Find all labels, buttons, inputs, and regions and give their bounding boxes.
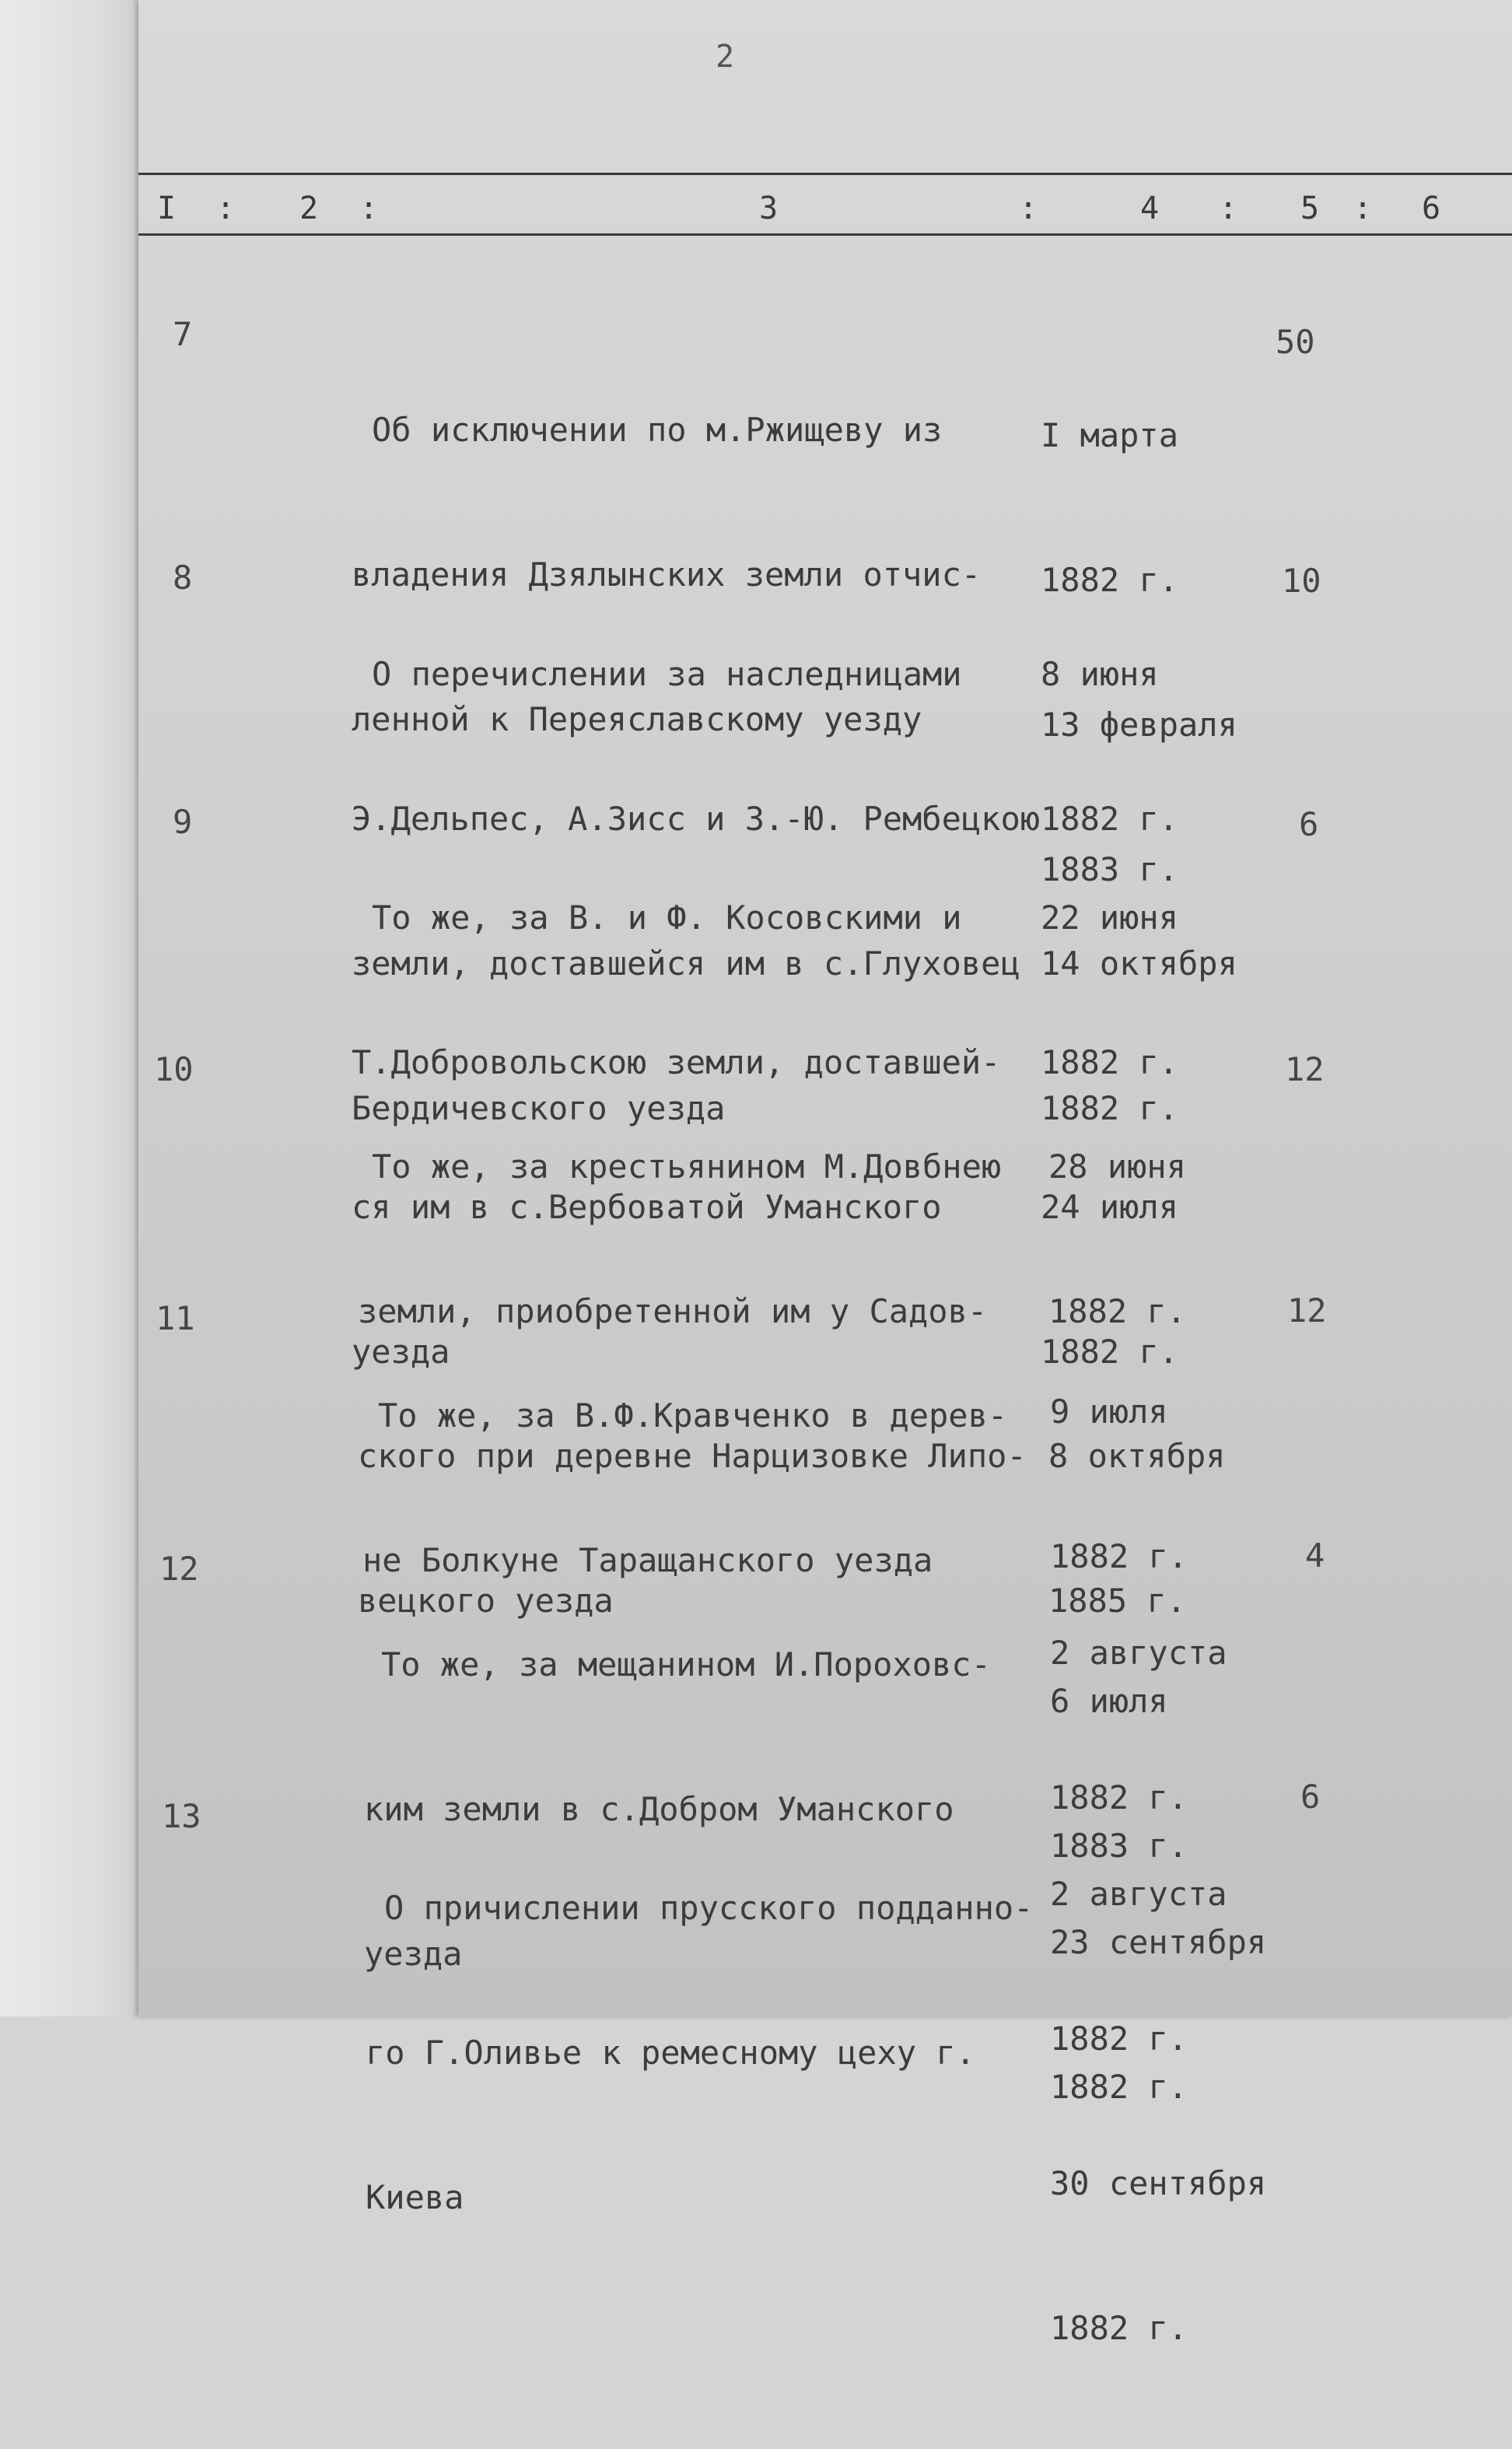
row-description xyxy=(366,1788,1084,2318)
description-line: О перечислении за наследницами xyxy=(372,655,962,693)
header-separator: : xyxy=(216,191,236,226)
description-line: уезда xyxy=(364,1935,463,1973)
description-line: О причислении прусского подданно- xyxy=(384,1889,1034,1927)
date-line: 1882 г. xyxy=(1050,1537,1188,1575)
header-separator: : xyxy=(1219,191,1238,226)
description-line: ского при деревне Нарцизовке Липо- xyxy=(358,1437,1027,1475)
date-line: 1882 г. xyxy=(1041,1089,1179,1127)
row-pages: 6 xyxy=(1299,805,1319,843)
date-line: 23 сентября xyxy=(1050,1923,1267,1961)
row-pages: 10 xyxy=(1282,562,1321,600)
date-line: 1882 г. xyxy=(1048,1292,1187,1330)
date-line: 30 сентября xyxy=(1050,2164,1267,2202)
header-col-1: I xyxy=(157,191,177,226)
date-line: 28 июня xyxy=(1048,1147,1187,1186)
header-separator: : xyxy=(1353,191,1373,226)
row-number: 9 xyxy=(173,803,193,841)
row-pages: 50 xyxy=(1276,323,1315,361)
header-bottom-rule xyxy=(138,233,1512,236)
date-line: 1882 г. xyxy=(1041,561,1179,599)
description-line: земли, приобретенной им у Садов- xyxy=(358,1292,988,1330)
description-line: го Г.Оливье к ремесному цеху г. xyxy=(366,2034,975,2072)
date-line: 1882 г. xyxy=(1041,1043,1179,1081)
date-line: 1882 г. xyxy=(1050,2309,1188,2347)
date-line: 1882 г. xyxy=(1041,1333,1179,1371)
description-line: вецкого уезда xyxy=(358,1582,614,1620)
date-line: 8 октября xyxy=(1048,1437,1226,1475)
description-line: Т.Добровольскою земли, доставшей- xyxy=(352,1043,1001,1081)
page-number: 2 xyxy=(716,39,735,75)
date-line: 1883 г. xyxy=(1050,1827,1188,1865)
header-col-3: 3 xyxy=(759,191,779,226)
row-number: 11 xyxy=(156,1299,195,1337)
description-line: Об исключении по м.Ржищеву из xyxy=(372,411,943,449)
row-dates xyxy=(1050,1774,1307,2449)
date-line: 24 июля xyxy=(1041,1188,1179,1226)
date-line: 2 августа xyxy=(1050,1875,1227,1913)
header-separator: : xyxy=(1019,191,1038,226)
description-line: То же, за крестьянином М.Довбнею xyxy=(372,1147,1002,1186)
header-col-5: 5 xyxy=(1300,191,1320,226)
date-line: 9 июля xyxy=(1050,1393,1168,1431)
binding-margin xyxy=(0,0,138,2016)
description-line: земли, доставшейся им в с.Глуховец xyxy=(352,944,1020,983)
description-line: ся им в с.Вербоватой Уманского xyxy=(352,1188,942,1226)
row-number: 12 xyxy=(159,1550,199,1588)
description-line: не Болкуне Таращанского уезда xyxy=(362,1541,933,1579)
date-line: 2 августа xyxy=(1050,1634,1227,1672)
description-line: Э.Дельпес, А.Зисс и З.-Ю. Рембецкою xyxy=(352,800,1041,838)
description-line: То же, за В.Ф.Кравченко в дерев- xyxy=(378,1396,1008,1435)
description-line: То же, за мещанином И.Пороховс- xyxy=(381,1645,991,1683)
date-line: 1882 г. xyxy=(1041,800,1179,838)
row-pages: 12 xyxy=(1285,1050,1325,1088)
description-line: владения Дзялынских земли отчис- xyxy=(352,555,982,594)
date-line: 14 октября xyxy=(1041,944,1237,983)
header-col-2: 2 xyxy=(299,191,319,226)
date-line: 1885 г. xyxy=(1048,1582,1187,1620)
row-number: 8 xyxy=(173,559,193,597)
date-line: I марта xyxy=(1041,416,1179,454)
row-number: 10 xyxy=(154,1050,194,1088)
date-line: 8 июня xyxy=(1041,655,1159,693)
date-line: 13 февраля xyxy=(1041,706,1237,744)
description-line: ленной к Переяславскому уезду xyxy=(352,700,922,738)
row-pages: 12 xyxy=(1287,1291,1327,1330)
date-line: 1882 г. xyxy=(1050,1778,1188,1817)
description-line: Киева xyxy=(366,2178,464,2216)
date-line: 6 июля xyxy=(1050,1682,1168,1720)
header-separator: : xyxy=(359,191,379,226)
date-line: 1882 г. xyxy=(1050,2020,1188,2058)
row-number: 7 xyxy=(173,315,193,353)
description-line: Бердичевского уезда xyxy=(352,1089,726,1127)
description-line: ким земли в с.Добром Уманского xyxy=(364,1790,954,1828)
date-line: 1882 г. xyxy=(1050,2068,1188,2106)
date-line: 22 июня xyxy=(1041,899,1179,937)
header-top-rule xyxy=(138,173,1512,175)
description-line: уезда xyxy=(352,1333,450,1371)
row-number: 13 xyxy=(162,1797,201,1835)
header-col-4: 4 xyxy=(1140,191,1160,226)
row-pages: 4 xyxy=(1305,1536,1325,1575)
row-pages: 6 xyxy=(1300,1778,1321,1816)
description-line: То же, за В. и Ф. Косовскими и xyxy=(372,899,962,937)
header-col-6: 6 xyxy=(1422,191,1441,226)
date-line: 1883 г. xyxy=(1041,850,1179,888)
